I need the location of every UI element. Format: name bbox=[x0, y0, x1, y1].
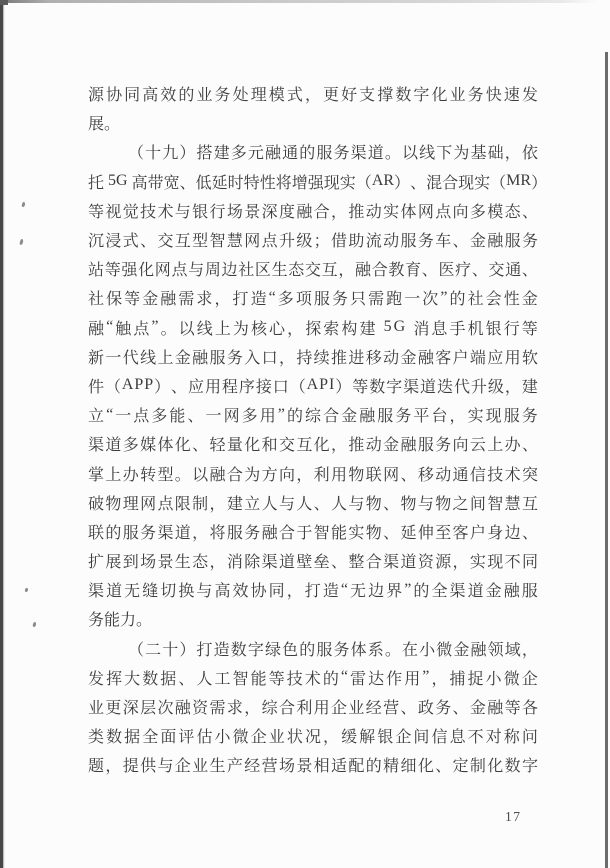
scan-edge-top bbox=[0, 0, 610, 3]
text-line: 社 保 等 金 融 需 求 ， 打 造 “ 多 项 服 务 只 需 跑 一 次 ” 的 社 会 性 金 bbox=[88, 288, 538, 309]
text-line: （ 十 九 ） 搭 建 多 元 融 通 的 服 务 渠 道 。 以 线 下 为 基 础 ， 依 bbox=[128, 145, 538, 163]
scan-corner-top-left bbox=[0, 0, 8, 5]
text-line: 扩 展 到 场 景 生 态 ， 消 除 渠 道 壁 垒 、 整 合 渠 道 资 源 ， 实 现 不 同 bbox=[88, 554, 538, 572]
text-line: 掌 上 办 转 型 。 以 融 合 为 方 向 ， 利 用 物 联 网 、 移 动 通 信 技 术 突 bbox=[88, 466, 538, 484]
scan-speckle bbox=[24, 588, 28, 593]
page-number: 17 bbox=[505, 809, 522, 824]
text-line: 破 物 理 网 点 限 制 ， 建 立 人 与 人 、 人 与 物 、 物 与 物 之 间 智 慧 互 bbox=[88, 495, 538, 513]
scan-edge-left bbox=[0, 0, 3, 868]
text-line: 沉 浸 式 、 交 互 型 智 慧 网 点 升 级 ； 借 助 流 动 服 务 车 、 金 融 服 务 bbox=[88, 233, 538, 251]
scan-edge-right bbox=[605, 52, 608, 868]
text-line: 站 等 强 化 网 点 与 周 边 社 区 生 态 交 互 ， 融 合 教 育 、 医 疗 、 交 通 、 bbox=[88, 262, 538, 280]
text-line: 立 “ 一 点 多 能 、 一 网 多 用 ” 的 综 合 金 融 服 务 平 台 ， 实 现 服 务 bbox=[88, 405, 538, 426]
text-line: 联 的 服 务 渠 道 ， 将 服 务 融 合 于 智 能 实 物 、 延 伸 至 客 户 身 边 、 bbox=[88, 524, 538, 542]
text-line: 源 协 同 高 效 的 业 务 处 理 模 式 ， 更 好 支 撑 数 字 化 业 务 快 速 发 bbox=[88, 87, 538, 105]
text-line: 等 视 觉 技 术 与 银 行 场 景 深 度 融 合 ， 推 动 实 体 网 点 向 多 模 态 、 bbox=[88, 203, 538, 221]
text-line: 融 “ 触 点 ” 。 以 线 上 为 核 心 ， 探 索 构 建 5 G 消 息 手 机 银 行 等 bbox=[88, 318, 538, 338]
document-text bbox=[88, 79, 548, 780]
text-line: 发 挥 大 数 据 、 人 工 智 能 等 技 术 的 “ 雷 达 作 用 ” ， 捕 捉 小 微 企 bbox=[88, 668, 538, 688]
scan-speckle bbox=[21, 202, 25, 208]
text-line: 新 一 代 线 上 金 融 服 务 入 口 ， 持 续 推 进 移 动 金 融 客 户 端 应 用 软 bbox=[88, 349, 538, 367]
text-line: 渠 道 多 媒 体 化 、 轻 量 化 和 交 互 化 ， 推 动 金 融 服 务 向 云 上 办 、 bbox=[88, 437, 538, 455]
text-line: 托 5 G 高 带 宽 、 低 延 时 特 性 将 增 强 现 实 （ A R ） 、 混 合 现 实 （ M R ） bbox=[88, 172, 548, 192]
text-line: 业 更 深 层 次 融 资 需 求 ， 综 合 利 用 企 业 经 营 、 政 务 、 金 融 等 各 bbox=[88, 700, 538, 718]
text-line: 务 能 力 。 bbox=[88, 612, 153, 630]
text-line: 件 （ A P P ） 、 应 用 程 序 接 口 （ A P I ） 等 数 字 渠 道 迭 代 升 级 ， 建 bbox=[88, 376, 538, 396]
text-line: （ 二 十 ） 打 造 数 字 绿 色 的 服 务 体 系 。 在 小 微 金 融 领 域 ， bbox=[128, 641, 538, 659]
text-line: 渠 道 无 缝 切 换 与 高 效 协 同 ， 打 造 “ 无 边 界 ” 的 全 渠 道 金 融 服 bbox=[88, 580, 538, 601]
text-line: 展 。 bbox=[88, 116, 121, 134]
text-line: 类 数 据 全 面 评 估 小 微 企 业 状 况 ， 缓 解 银 企 间 信 息 不 对 称 问 bbox=[88, 729, 538, 747]
scan-speckle bbox=[19, 239, 24, 246]
text-line: 题 ， 提 供 与 企 业 生 产 经 营 场 景 相 适 配 的 精 细 化 、 定 制 化 数 字 bbox=[88, 758, 538, 776]
scan-speckle bbox=[32, 622, 36, 628]
